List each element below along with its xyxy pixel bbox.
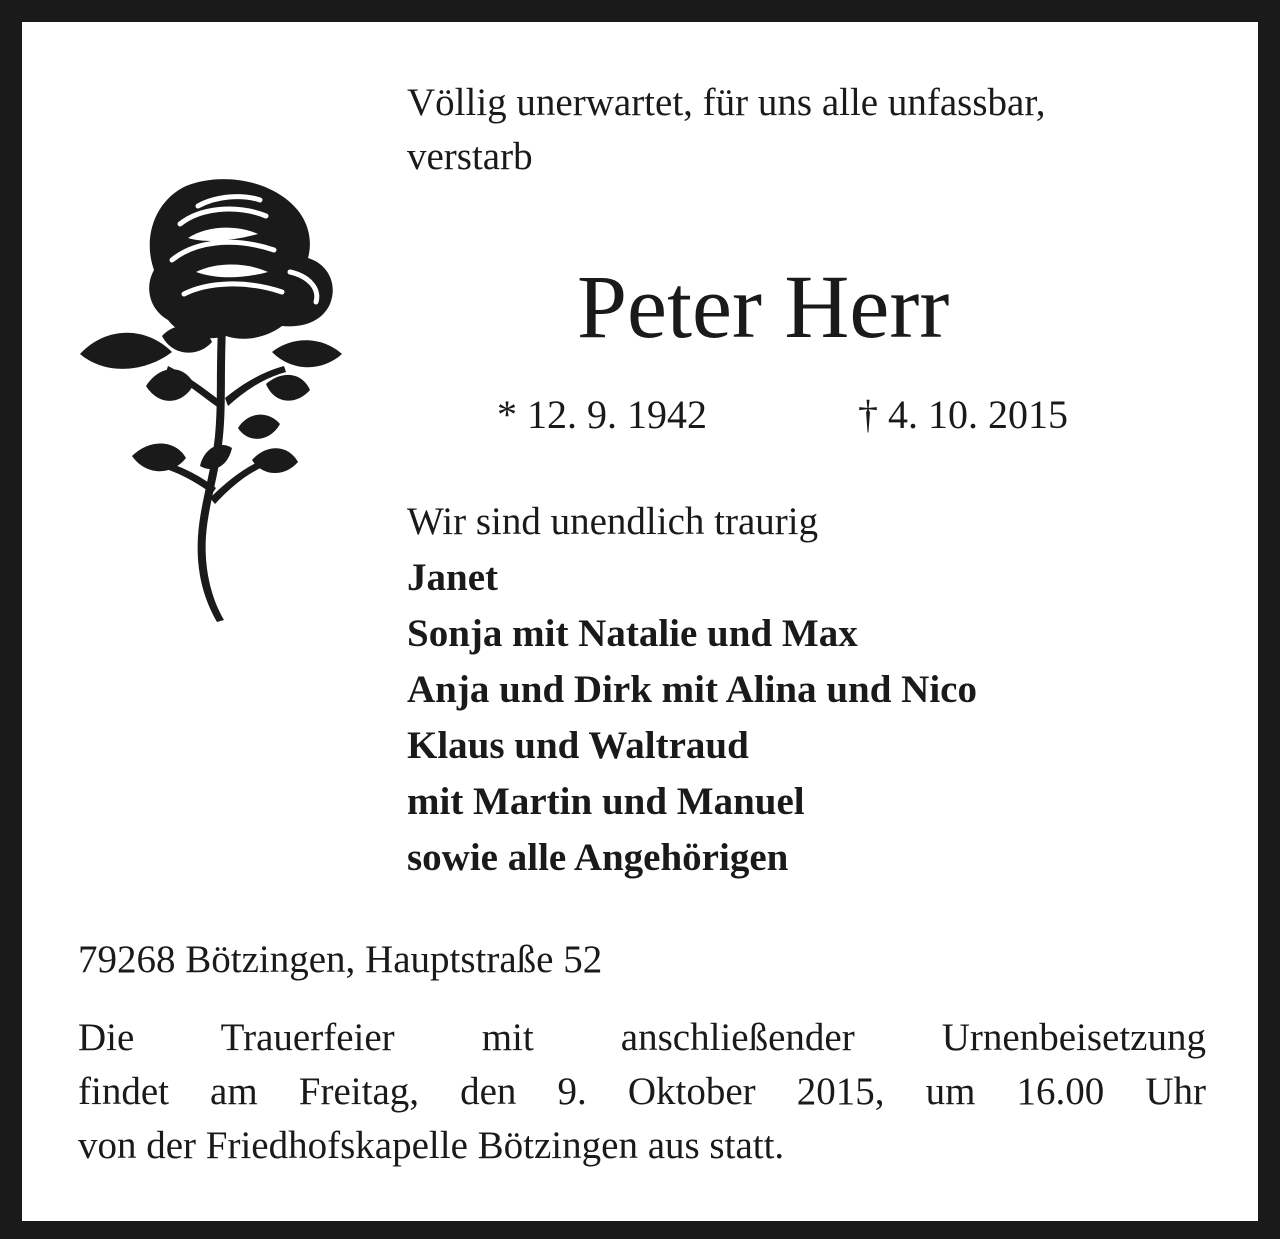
service-line-1: Die Trauerfeier mit anschließender Urnenbeisetzung [78,1016,1206,1059]
mourner-item: mit Martin und Manuel [407,780,805,823]
mourner-item: Sonja mit Natalie und Max [407,612,858,655]
family-address: 79268 Bötzingen, Hauptstraße 52 [78,938,603,981]
mourner-item: Janet [407,556,498,599]
mourners-list [407,550,977,886]
mourner-item: sowie alle Angehörigen [407,836,789,879]
intro-line-2: verstarb [407,135,533,178]
service-info [78,1011,1206,1173]
grief-line: Wir sind unendlich traurig [407,500,819,543]
mourner-item: Klaus und Waltraud [407,724,749,767]
birth-date: * 12. 9. 1942 [497,392,707,437]
death-date: † 4. 10. 2015 [858,392,1068,437]
mourner-item: Anja und Dirk mit Alina und Nico [407,668,977,711]
intro-line-1: Völlig unerwartet, für uns alle unfassbar, [407,81,1046,124]
service-line-2: findet am Freitag, den 9. Oktober 2015, um 16.00 Uhr [78,1070,1206,1113]
service-line-3: von der Friedhofskapelle Bötzingen aus statt. [78,1124,785,1167]
rose-icon [76,176,346,622]
deceased-name: Peter Herr [577,258,950,357]
intro-text [407,76,1207,184]
